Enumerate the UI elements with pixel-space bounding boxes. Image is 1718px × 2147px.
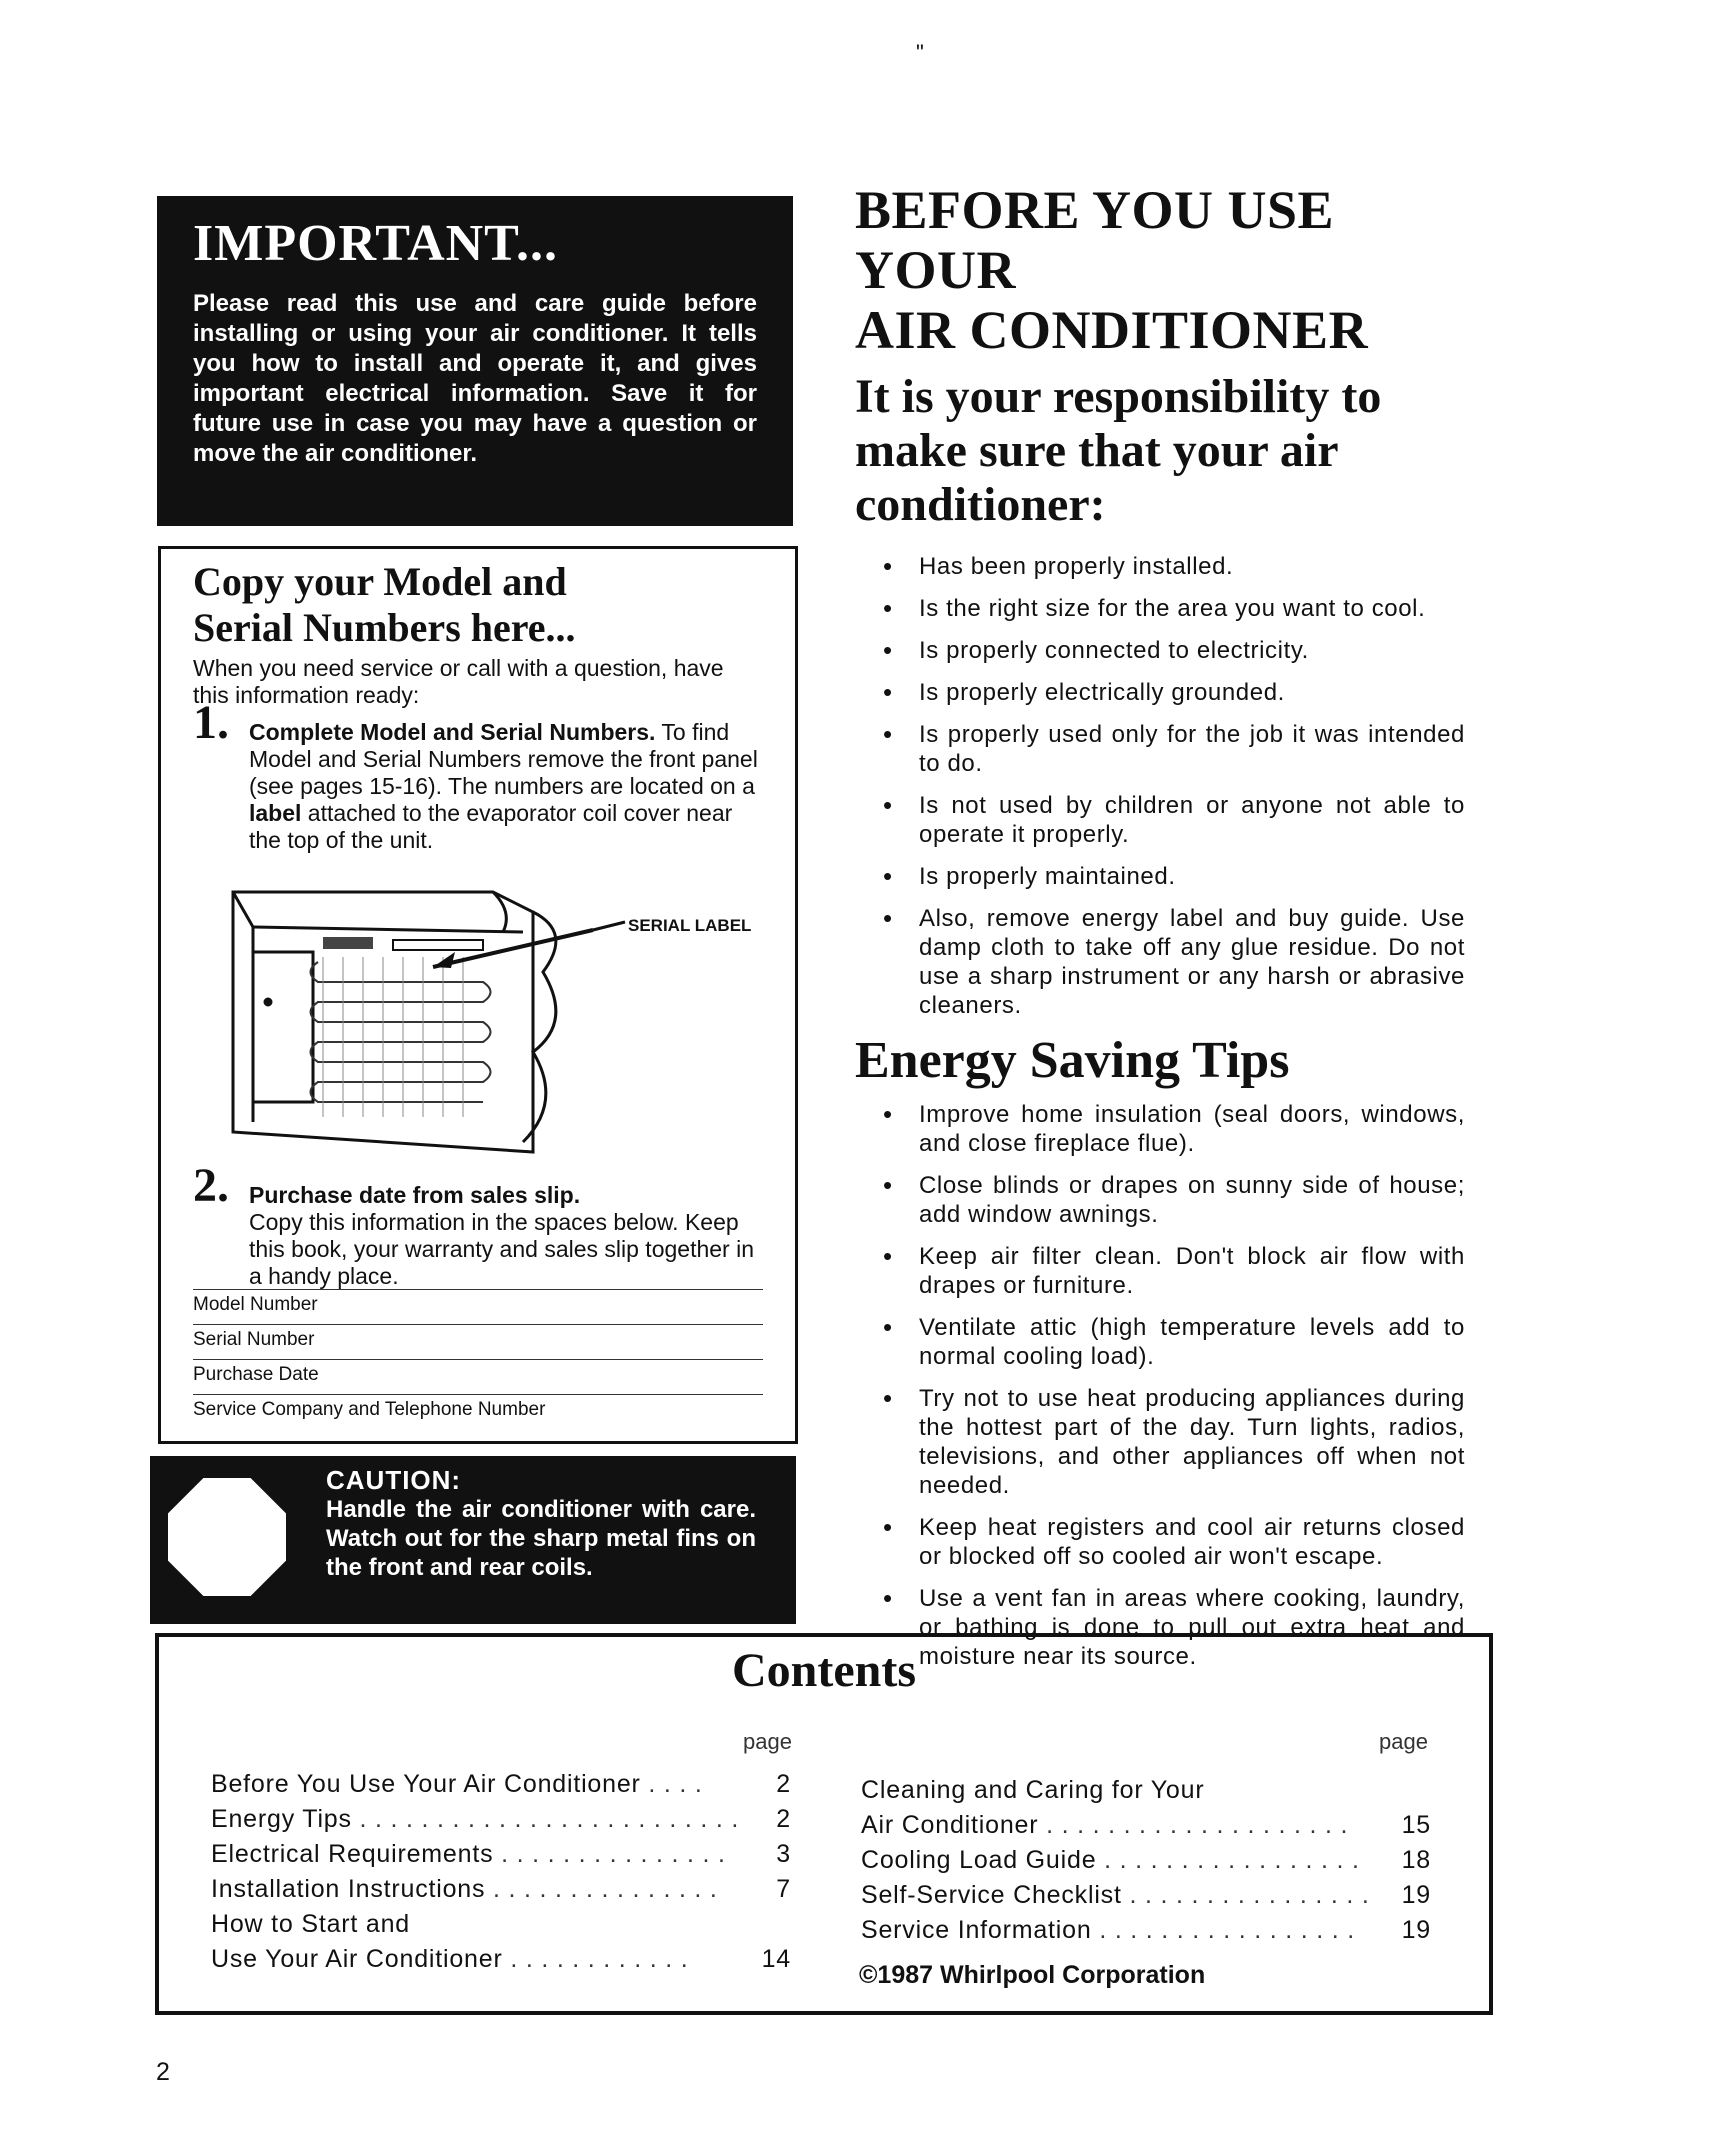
toc-label: Cleaning and Caring for Your <box>861 1776 1205 1804</box>
serial-label-callout: SERIAL LABEL <box>628 916 752 935</box>
toc-entry[interactable] <box>861 1773 1431 1808</box>
copy-box-title-line1: Copy your Model and <box>193 559 567 604</box>
toc-entry[interactable] <box>211 1872 791 1907</box>
stop-octagon-icon <box>168 1478 286 1596</box>
step-1 <box>193 696 765 854</box>
energy-tips-title: Energy Saving Tips <box>855 1032 1290 1089</box>
list-item: • Close blinds or drapes on sunny side of house; add window awnings. <box>883 1171 1465 1229</box>
step-1-heading: Complete Model and Serial Numbers. <box>249 719 656 745</box>
toc-leader: . . . . . . . . . . . . . . . . . . . . <box>1038 1811 1349 1839</box>
caution-box <box>150 1456 796 1624</box>
right-column <box>855 180 1465 1684</box>
toc-leader: . . . . . . . . . . . . . . . <box>493 1840 726 1868</box>
list-item: • Improve home insulation (seal doors, windows, and close fireplace flue). <box>883 1100 1465 1158</box>
copy-box-intro: When you need service or call with a question, have this information ready: <box>193 655 724 708</box>
step-2-text: Copy this information in the spaces below. Keep this book, your warranty and sales slip together in a handy place. <box>249 1209 754 1289</box>
important-box <box>157 196 793 526</box>
right-page-header: page <box>1379 1729 1428 1754</box>
toc-leader: . . . . . . . . . . . . <box>502 1945 689 1973</box>
contents-left-list <box>211 1767 791 1977</box>
caution-text-block <box>326 1466 756 1582</box>
list-item: • Has been properly installed. <box>883 552 1465 581</box>
model-number-field: Model Number <box>193 1289 763 1324</box>
toc-leader: . . . . . . . . . . . . . . . . <box>1121 1881 1370 1909</box>
air-conditioner-diagram <box>193 872 753 1172</box>
toc-page: 19 <box>1401 1916 1431 1944</box>
info-form <box>193 1289 763 1429</box>
toc-label: Service Information <box>861 1916 1092 1944</box>
copyright-notice: ©1987 Whirlpool Corporation <box>859 1961 1206 1989</box>
before-title-line2: AIR CONDITIONER <box>855 300 1369 360</box>
toc-leader: . . . . . . . . . . . . . . . . . <box>1096 1846 1360 1874</box>
page-number: 2 <box>156 2058 170 2086</box>
list-item: • Is the right size for the area you want to cool. <box>883 594 1465 623</box>
toc-label: Electrical Requirements <box>211 1840 494 1868</box>
toc-entry[interactable] <box>211 1802 791 1837</box>
toc-label: Use Your Air Conditioner <box>211 1945 503 1973</box>
copy-model-serial-box <box>158 546 798 1444</box>
toc-label: How to Start and <box>211 1910 411 1938</box>
responsibility-subtitle: It is your responsibility to make sure that your air conditioner: <box>855 370 1382 531</box>
list-item: • Use a vent fan in areas where cooking, laundry, or bathing is done to pull out extra heat and moisture near its source. <box>883 1584 1465 1671</box>
important-title: IMPORTANT... <box>193 215 559 272</box>
service-company-field: Service Company and Telephone Number <box>193 1394 763 1429</box>
caution-text: Handle the air conditioner with care. Watch out for the sharp metal fins on the front and rear coils. <box>326 1496 756 1581</box>
toc-leader: . . . . . . . . . . . . . . . <box>485 1875 718 1903</box>
step-1-text-bold: label <box>249 800 302 826</box>
list-item: • Is not used by children or anyone not able to operate it properly. <box>883 791 1465 849</box>
copy-box-title-line2: Serial Numbers here... <box>193 605 576 650</box>
toc-entry[interactable] <box>861 1913 1431 1948</box>
list-item: • Is properly electrically grounded. <box>883 678 1465 707</box>
list-item: • Keep heat registers and cool air returns closed or blocked off so cooled air won't escape. <box>883 1513 1465 1571</box>
contents-box <box>155 1633 1493 2015</box>
list-item: • Is properly maintained. <box>883 862 1465 891</box>
list-item: • Keep air filter clean. Don't block air flow with drapes or furniture. <box>883 1242 1465 1300</box>
toc-page: 18 <box>1401 1846 1431 1874</box>
list-item: • Is properly used only for the job it was intended to do. <box>883 720 1465 778</box>
step-2 <box>193 1159 765 1290</box>
toc-leader: . . . . . . . . . . . . . . . . . . . . . . . . . <box>351 1805 740 1833</box>
toc-entry[interactable] <box>211 1907 791 1942</box>
list-item: • Try not to use heat producing appliances during the hottest part of the day. Turn lights, radios, televisions, and other appliances off when not needed. <box>883 1384 1465 1500</box>
toc-entry[interactable] <box>211 1942 791 1977</box>
toc-label: Energy Tips <box>211 1805 352 1833</box>
toc-page: 7 <box>776 1875 791 1903</box>
toc-label: Installation Instructions <box>211 1875 486 1903</box>
energy-tips-list <box>855 1100 1465 1671</box>
toc-entry[interactable] <box>861 1843 1431 1878</box>
toc-label: Self-Service Checklist <box>861 1881 1122 1909</box>
step-2-number: 2. <box>193 1159 229 1212</box>
toc-leader: . . . . <box>640 1770 703 1798</box>
toc-page: 3 <box>776 1840 791 1868</box>
before-title-line1: BEFORE YOU USE YOUR <box>855 180 1335 300</box>
contents-right-list <box>861 1773 1431 1948</box>
toc-label: Before You Use Your Air Conditioner <box>211 1770 641 1798</box>
step-2-heading: Purchase date from sales slip. <box>249 1182 581 1208</box>
air-conditioner-illustration <box>193 872 633 1172</box>
toc-entry[interactable] <box>861 1808 1431 1843</box>
list-item: • Is properly connected to electricity. <box>883 636 1465 665</box>
purchase-date-field: Purchase Date <box>193 1359 763 1394</box>
toc-entry[interactable] <box>211 1767 791 1802</box>
list-item: • Also, remove energy label and buy guide. Use damp cloth to take off any glue residue. Do not use a sharp instrument or any harsh or abrasive cleaners. <box>883 904 1465 1020</box>
toc-entry[interactable] <box>861 1878 1431 1913</box>
serial-number-field: Serial Number <box>193 1324 763 1359</box>
toc-page: 15 <box>1401 1811 1431 1839</box>
toc-entry[interactable] <box>211 1837 791 1872</box>
toc-leader: . . . . . . . . . . . . . . . . . <box>1091 1916 1355 1944</box>
toc-page: 2 <box>776 1770 791 1798</box>
toc-label: Air Conditioner <box>861 1811 1039 1839</box>
top-mark: " <box>916 40 924 65</box>
toc-page: 2 <box>776 1805 791 1833</box>
contents-title: Contents <box>731 1644 916 1697</box>
important-body: Please read this use and care guide before installing or using your air conditioner. It tells you how to install and operate it, and gives important electrical information. Save it for future use in case you may have a question or move the air conditioner. <box>193 290 757 467</box>
list-item: • Ventilate attic (high temperature levels add to normal cooling load). <box>883 1313 1465 1371</box>
toc-page: 14 <box>761 1945 791 1973</box>
step-1-text-a: To find Model and Serial Numbers remove the front panel (see pages 15-16). The numbers are located on a <box>249 719 758 799</box>
step-1-number: 1. <box>193 696 229 749</box>
caution-title: CAUTION: <box>326 1465 462 1495</box>
responsibility-list <box>855 552 1465 1020</box>
toc-page: 19 <box>1401 1881 1431 1909</box>
step-1-text-b: attached to the evaporator coil cover near the top of the unit. <box>249 800 733 853</box>
left-page-header: page <box>743 1729 792 1754</box>
toc-label: Cooling Load Guide <box>861 1846 1097 1874</box>
